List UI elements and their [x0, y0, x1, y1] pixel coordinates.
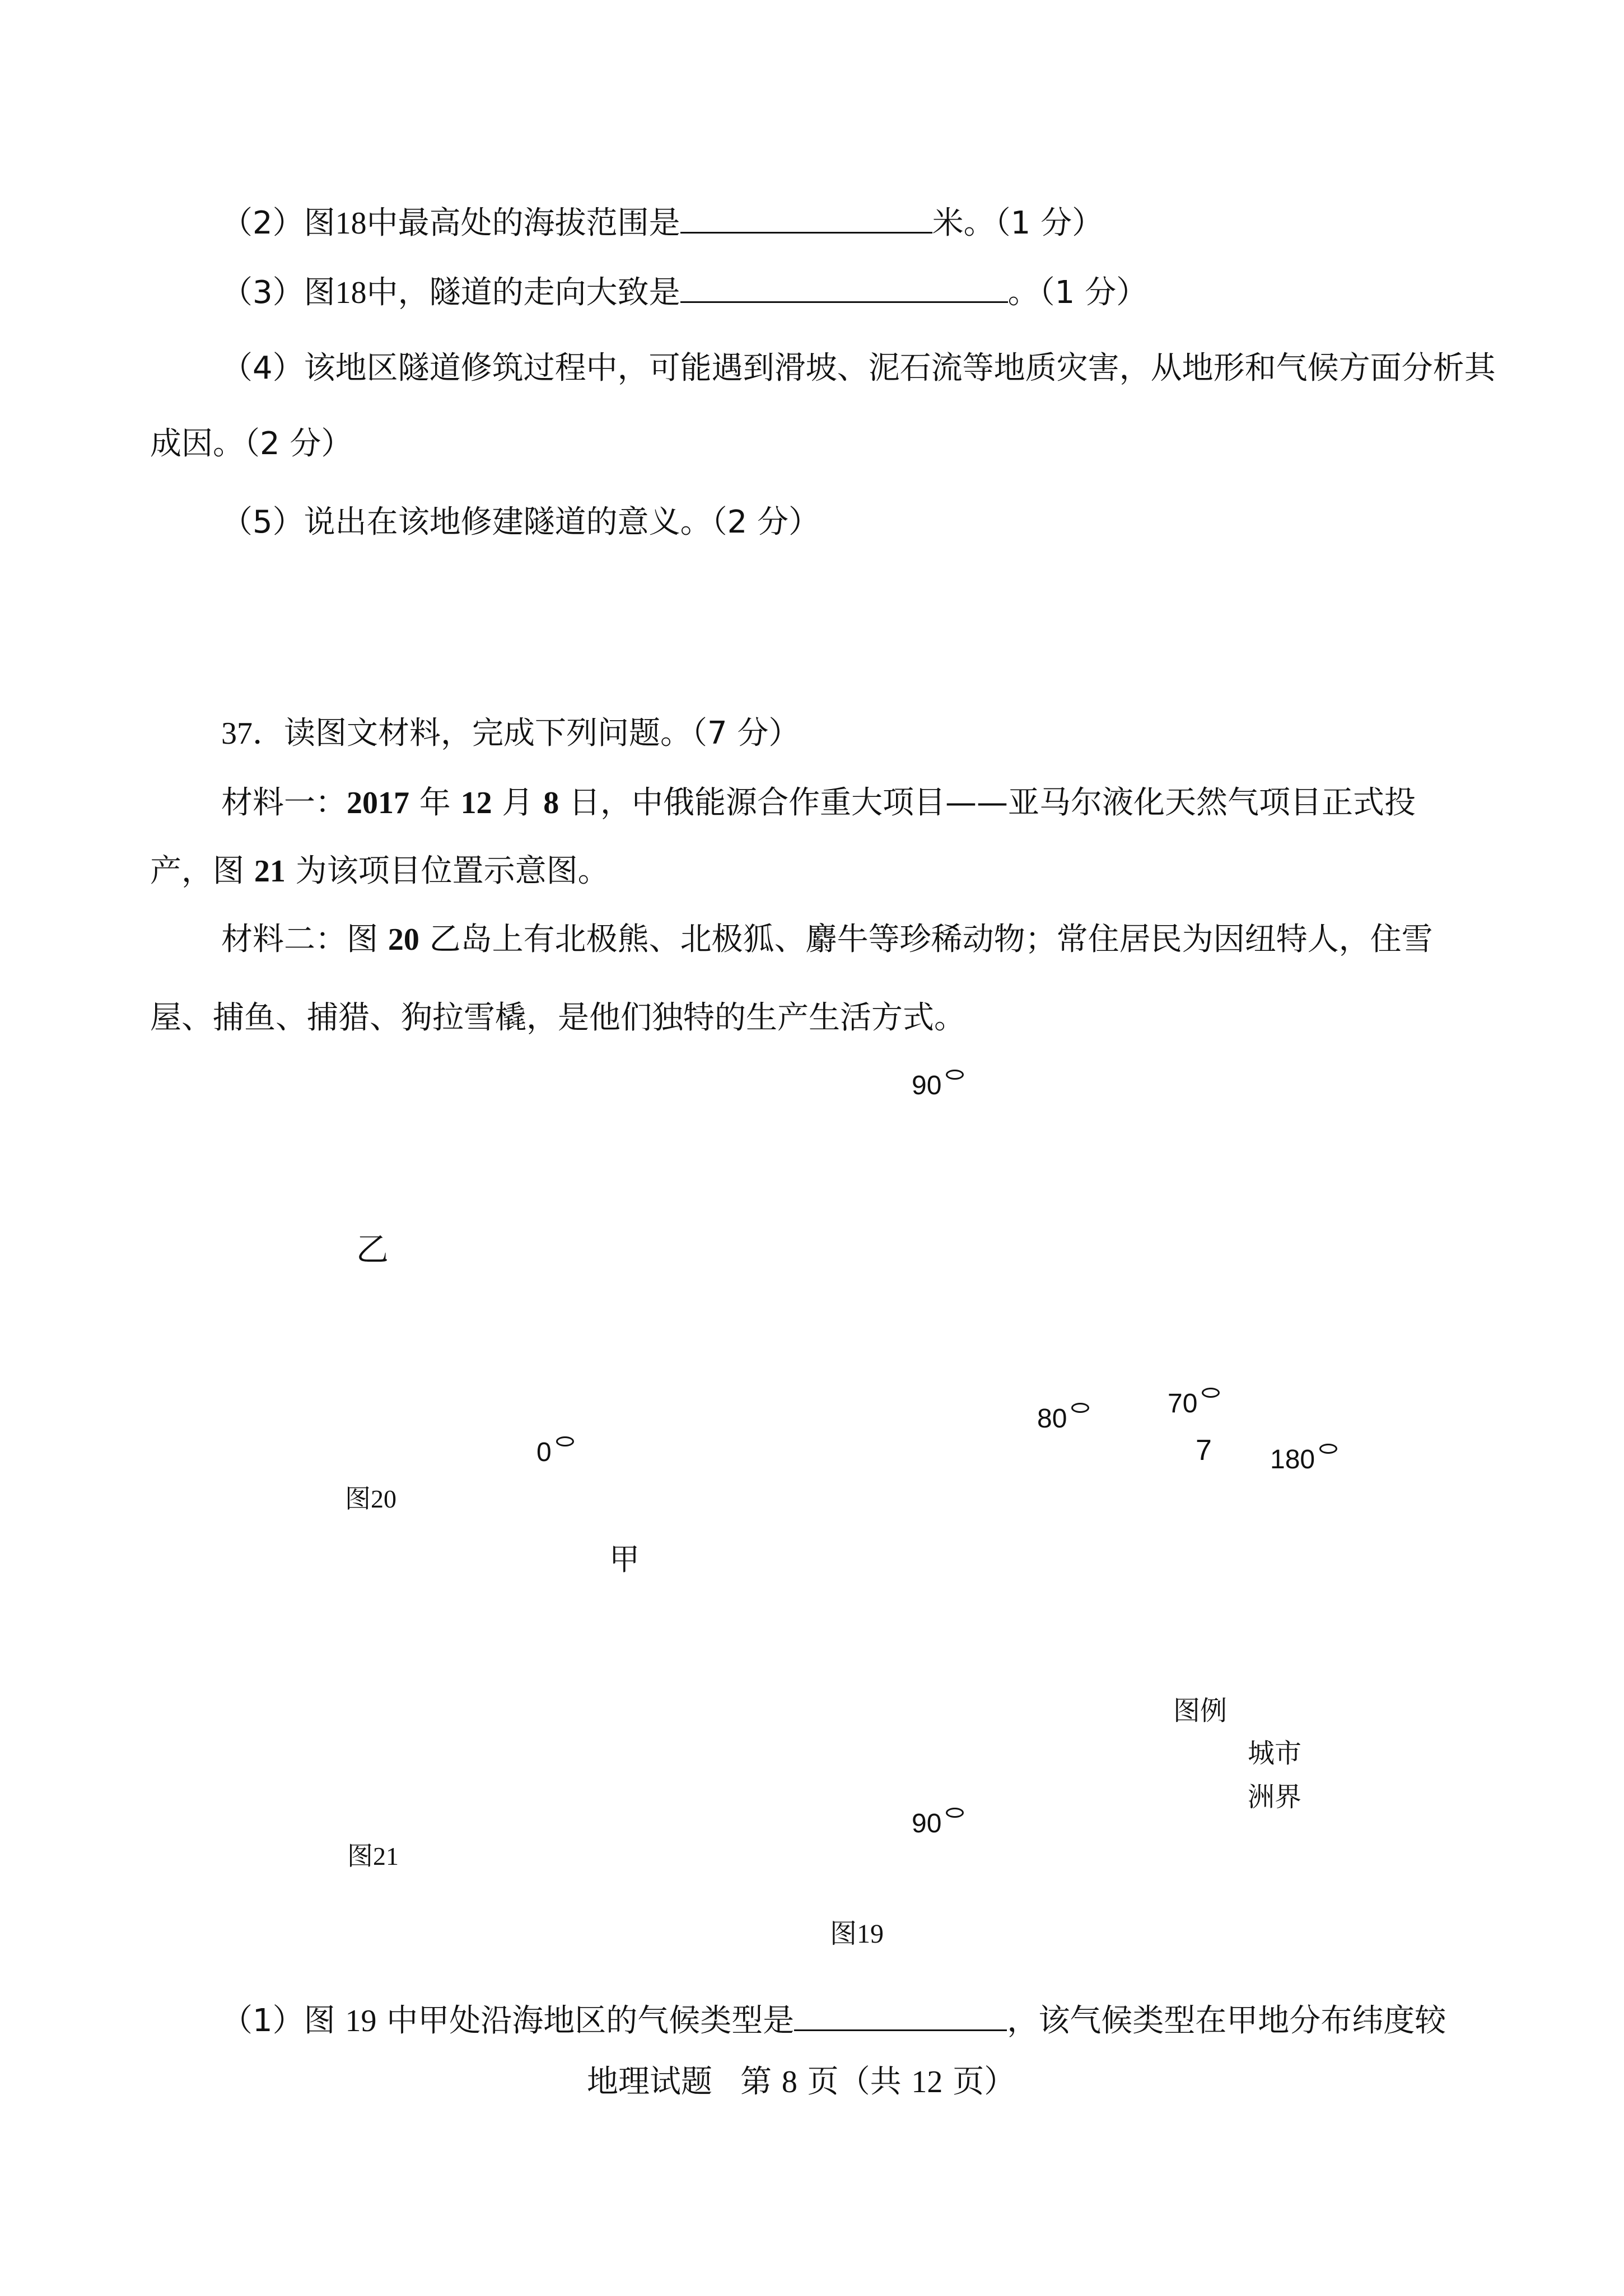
- longitude-0-label: [536, 1436, 574, 1468]
- q37-1-mid: 中甲处沿海地区的气候类型是: [376, 2003, 795, 2039]
- q37-material1-line2: [150, 850, 609, 893]
- degree-icon: [1319, 1444, 1337, 1454]
- figure-21-caption: [347, 1836, 399, 1873]
- longitude-180-label: [1270, 1444, 1337, 1475]
- material1-fig-num: 21: [254, 854, 286, 889]
- legend-city: 城市: [1248, 1739, 1302, 1768]
- figure-20-caption-num: 20: [371, 1485, 396, 1513]
- footer-page-number: 8: [781, 2065, 797, 2099]
- footer-page-pre: 第: [740, 2064, 782, 2100]
- footer-page-mid: 页（共: [797, 2064, 912, 2100]
- page-footer: [587, 2061, 1015, 2103]
- material1-month: 12: [460, 786, 492, 820]
- figure-19-caption: [830, 1912, 884, 1950]
- legend-continent-border: 洲界: [1248, 1782, 1302, 1812]
- q36-2-post: 米。（1 分）: [932, 205, 1104, 241]
- q37-1-pre: （1）图: [221, 2003, 346, 2039]
- material1-line2-b: 为该项目位置示意图。: [285, 853, 609, 889]
- q37-1: [221, 1999, 1446, 2042]
- q36-2-fig: 18: [335, 206, 367, 241]
- figure-21-caption-num: 21: [373, 1842, 399, 1870]
- q37-1-post: ，该气候类型在甲地分布纬度较: [1007, 2003, 1446, 2039]
- q37-title: [221, 712, 800, 755]
- latitude-80-value: 80: [1037, 1404, 1067, 1434]
- q36-2-pre: （2）图: [221, 205, 335, 241]
- longitude-90-bottom-label: [912, 1808, 964, 1839]
- figure-21-caption-pre: 图: [347, 1841, 373, 1870]
- q36-3-mid: 中，隧道的走向大致是: [366, 274, 680, 311]
- q36-2-answer-blank[interactable]: [680, 202, 932, 234]
- latitude-70-value: 70: [1168, 1389, 1198, 1418]
- q37-number: 37: [221, 716, 253, 751]
- longitude-90-bottom-value: 90: [912, 1809, 942, 1838]
- degree-icon: [946, 1808, 964, 1818]
- q36-3-answer-blank[interactable]: [680, 271, 1008, 303]
- q37-title-text: ．读图文材料，完成下列问题。（7 分）: [253, 715, 800, 752]
- q37-material2-line1: [221, 918, 1433, 961]
- legend-title: 图例: [1173, 1696, 1228, 1726]
- q36-3-pre: （3）图: [221, 274, 335, 311]
- material2-label: 材料二：图: [221, 921, 388, 958]
- q36-3-post: 。（1 分）: [1007, 274, 1148, 311]
- degree-icon: [556, 1436, 574, 1446]
- q36-4-line2: 成因。（2 分）: [150, 426, 353, 462]
- q37-1-fig: 19: [345, 2004, 377, 2038]
- label-seven: 7: [1196, 1434, 1212, 1467]
- q36-4-line1: （4）该地区隧道修筑过程中，可能遇到滑坡、泥石流等地质灾害，从地形和气候方面分析其: [221, 350, 1496, 386]
- footer-subject: 地理试题: [587, 2064, 712, 2100]
- degree-icon: [946, 1070, 964, 1080]
- q36-5: （5）说出在该地修建隧道的意义。（2 分）: [221, 504, 820, 540]
- q36-3: [221, 271, 1147, 314]
- figure-19-caption-pre: 图: [830, 1919, 857, 1949]
- island-yi-label: 乙: [356, 1231, 389, 1268]
- material1-text-b: 年: [409, 785, 461, 821]
- material1-day: 8: [543, 786, 559, 820]
- longitude-90-top-value: 90: [912, 1071, 942, 1100]
- footer-page-post: 页）: [942, 2064, 1016, 2100]
- degree-icon: [1202, 1388, 1220, 1398]
- q36-2: [221, 202, 1103, 245]
- footer-total-pages: 12: [911, 2065, 943, 2099]
- material1-line2-a: 产，图: [150, 853, 254, 889]
- material2-text: 乙岛上有北极熊、北极狐、麝牛等珍稀动物；常住居民为因纽特人，住雪: [419, 921, 1433, 958]
- latitude-80-label: [1037, 1403, 1089, 1434]
- longitude-90-top-label: [912, 1070, 964, 1101]
- q37-1-answer-blank[interactable]: [794, 1999, 1007, 2031]
- figure-20-caption-pre: 图: [345, 1484, 371, 1513]
- material1-year: 2017: [347, 786, 409, 820]
- degree-icon: [1071, 1403, 1089, 1413]
- latitude-70-label: [1168, 1388, 1220, 1419]
- q37-material2-line2: 屋、捕鱼、捕猎、狗拉雪橇，是他们独特的生产生活方式。: [150, 1000, 965, 1036]
- location-jia-label: 甲: [609, 1543, 640, 1576]
- longitude-180-value: 180: [1270, 1445, 1315, 1474]
- figure-19-caption-num: 19: [857, 1919, 884, 1949]
- longitude-0-value: 0: [536, 1438, 552, 1467]
- material1-text-d: 日，中俄能源合作重大项目——亚马尔液化天然气项目正式投: [559, 785, 1416, 821]
- q36-2-mid: 中最高处的海拔范围是: [366, 205, 680, 241]
- material1-text-c: 月: [492, 785, 544, 821]
- material2-fig-num: 20: [388, 922, 419, 957]
- figure-20-caption: [345, 1478, 396, 1515]
- q37-material1-line1: [221, 782, 1416, 824]
- material1-label: 材料一：: [221, 785, 347, 821]
- q36-3-fig: 18: [335, 276, 367, 310]
